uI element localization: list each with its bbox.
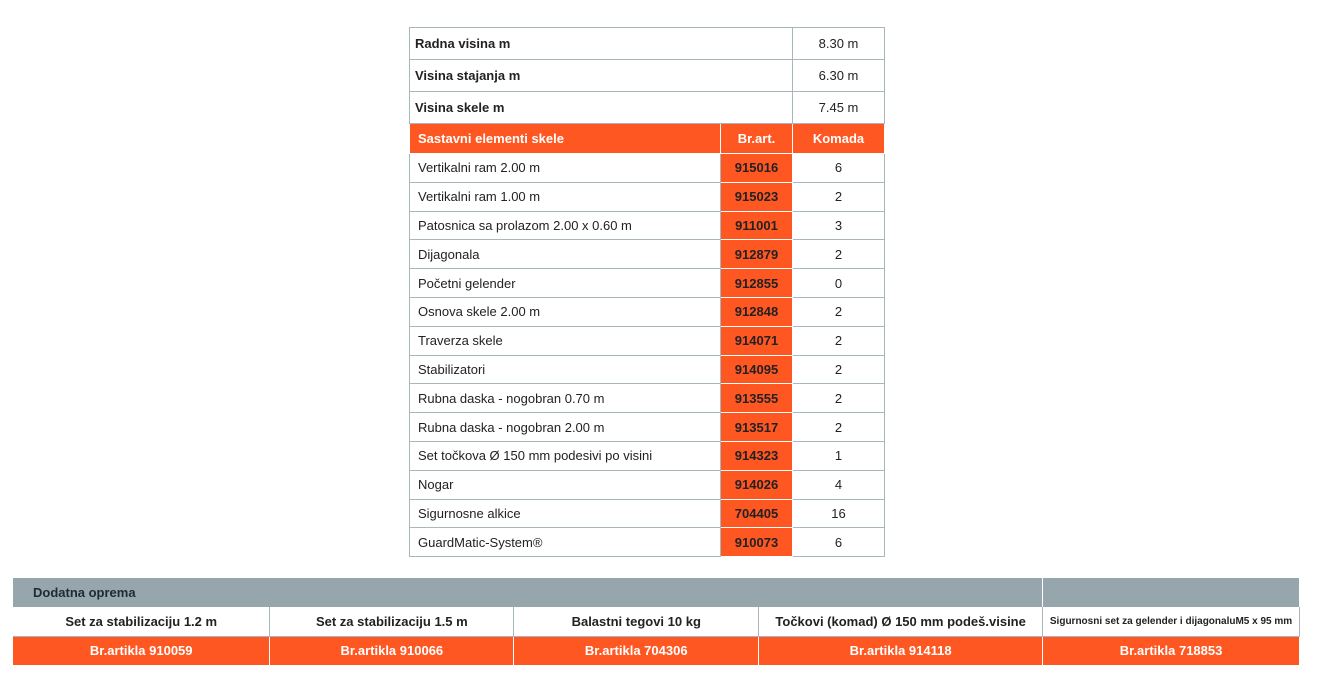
component-quantity: 16 [793, 499, 885, 528]
specification-table [409, 27, 885, 557]
component-name: Početni gelender [410, 269, 721, 298]
component-row [410, 297, 885, 326]
component-row [410, 240, 885, 269]
additional-equipment-title: Dodatna oprema [13, 578, 1043, 607]
component-name: Patosnica sa prolazom 2.00 x 0.60 m [410, 211, 721, 240]
spec-label: Visina skele m [410, 92, 793, 124]
component-article-number: 910073 [721, 528, 793, 557]
component-article-number: 913517 [721, 413, 793, 442]
component-row [410, 269, 885, 298]
spec-label: Visina stajanja m [410, 60, 793, 92]
component-article-number: 914026 [721, 470, 793, 499]
component-quantity: 4 [793, 470, 885, 499]
extra-item-article: Br.artikla 914118 [759, 636, 1043, 665]
component-row [410, 384, 885, 413]
spec-value: 7.45 m [793, 92, 885, 124]
component-article-number: 914095 [721, 355, 793, 384]
component-row [410, 528, 885, 557]
components-header-name: Sastavni elementi skele [410, 124, 721, 154]
component-name: Stabilizatori [410, 355, 721, 384]
additional-equipment-articles-row [13, 636, 1300, 665]
extra-item-name: Set za stabilizaciju 1.5 m [270, 607, 514, 636]
additional-equipment-header-row [13, 578, 1300, 607]
components-header-row [410, 124, 885, 154]
component-article-number: 912879 [721, 240, 793, 269]
component-row [410, 441, 885, 470]
component-article-number: 915023 [721, 182, 793, 211]
component-row [410, 470, 885, 499]
component-name: GuardMatic-System® [410, 528, 721, 557]
component-article-number: 912848 [721, 297, 793, 326]
component-quantity: 6 [793, 154, 885, 183]
component-article-number: 913555 [721, 384, 793, 413]
additional-equipment-header-blank [1043, 578, 1300, 607]
component-quantity: 2 [793, 413, 885, 442]
component-article-number: 914071 [721, 326, 793, 355]
component-quantity: 2 [793, 182, 885, 211]
spec-row [410, 60, 885, 92]
additional-equipment-names-row [13, 607, 1300, 636]
component-row [410, 326, 885, 355]
extra-item-name: Točkovi (komad) Ø 150 mm podeš.visine [759, 607, 1043, 636]
component-quantity: 2 [793, 355, 885, 384]
component-row [410, 413, 885, 442]
spec-value: 6.30 m [793, 60, 885, 92]
component-name: Dijagonala [410, 240, 721, 269]
component-name: Osnova skele 2.00 m [410, 297, 721, 326]
component-quantity: 3 [793, 211, 885, 240]
extra-item-name: Sigurnosni set za gelender i dijagonaluM5 x 95 mm [1043, 607, 1300, 636]
component-name: Vertikalni ram 2.00 m [410, 154, 721, 183]
extra-item-name: Set za stabilizaciju 1.2 m [13, 607, 270, 636]
component-quantity: 2 [793, 297, 885, 326]
component-name: Set točkova Ø 150 mm podesivi po visini [410, 441, 721, 470]
component-quantity: 2 [793, 384, 885, 413]
component-quantity: 2 [793, 326, 885, 355]
component-name: Vertikalni ram 1.00 m [410, 182, 721, 211]
spec-label: Radna visina m [410, 28, 793, 60]
component-name: Nogar [410, 470, 721, 499]
spec-value: 8.30 m [793, 28, 885, 60]
components-header-quantity: Komada [793, 124, 885, 154]
extra-item-article: Br.artikla 910059 [13, 636, 270, 665]
spec-row [410, 28, 885, 60]
component-article-number: 704405 [721, 499, 793, 528]
component-article-number: 912855 [721, 269, 793, 298]
component-row [410, 154, 885, 183]
component-quantity: 2 [793, 240, 885, 269]
component-name: Rubna daska - nogobran 2.00 m [410, 413, 721, 442]
component-name: Rubna daska - nogobran 0.70 m [410, 384, 721, 413]
extra-item-article: Br.artikla 704306 [514, 636, 759, 665]
component-article-number: 911001 [721, 211, 793, 240]
extra-item-name: Balastni tegovi 10 kg [514, 607, 759, 636]
extra-item-article: Br.artikla 718853 [1043, 636, 1300, 665]
component-row [410, 211, 885, 240]
components-header-article: Br.art. [721, 124, 793, 154]
component-row [410, 499, 885, 528]
component-quantity: 0 [793, 269, 885, 298]
component-article-number: 915016 [721, 154, 793, 183]
spec-row [410, 92, 885, 124]
component-name: Sigurnosne alkice [410, 499, 721, 528]
component-name: Traverza skele [410, 326, 721, 355]
component-row [410, 355, 885, 384]
component-quantity: 6 [793, 528, 885, 557]
additional-equipment-table [13, 578, 1300, 665]
extra-item-article: Br.artikla 910066 [270, 636, 514, 665]
component-row [410, 182, 885, 211]
component-quantity: 1 [793, 441, 885, 470]
component-article-number: 914323 [721, 441, 793, 470]
